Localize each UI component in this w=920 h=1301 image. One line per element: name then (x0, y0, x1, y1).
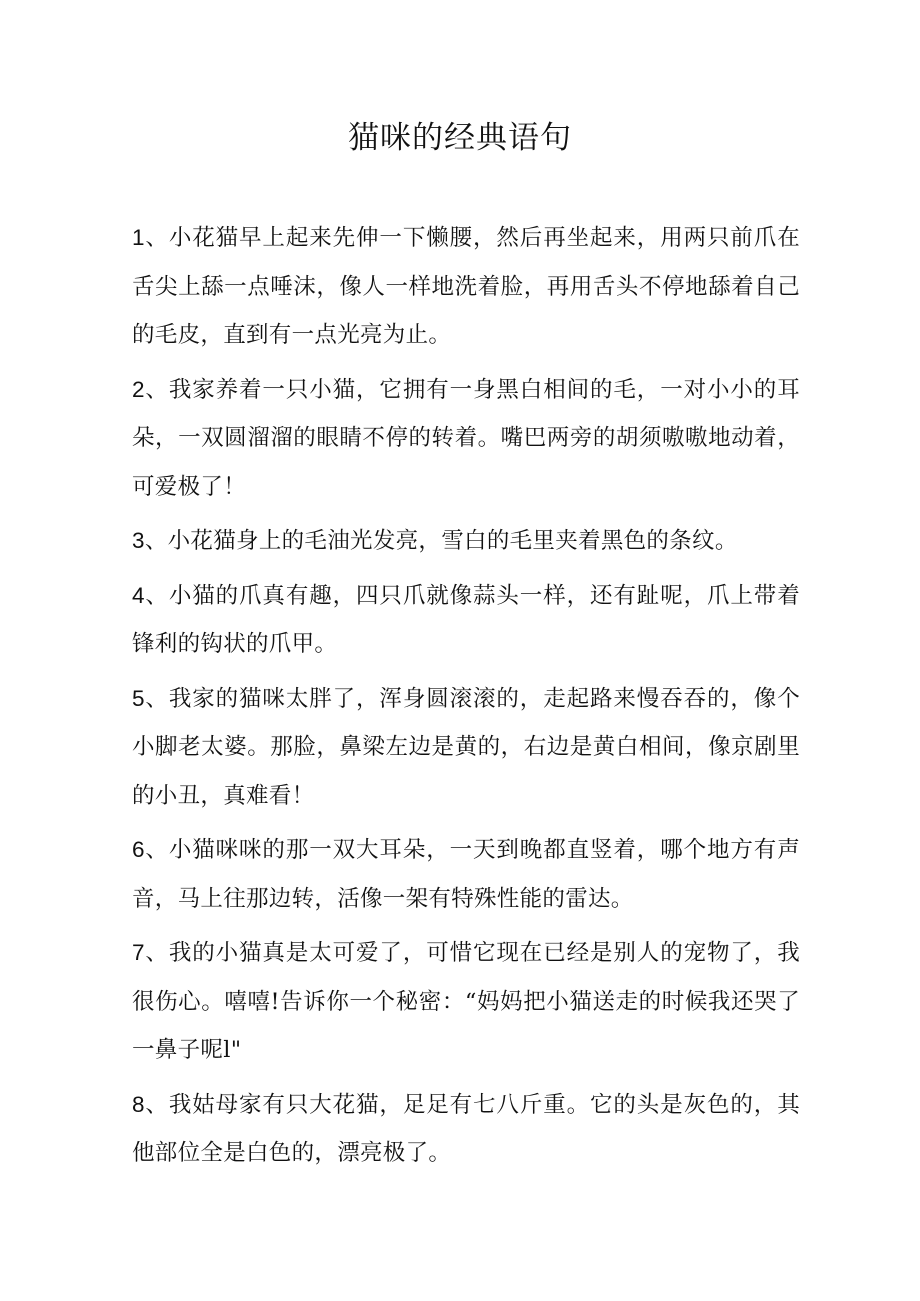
paragraph-text: 、我家养着一只小猫，它拥有一身黑白相间的毛，一对小小的耳朵，一双圆溜溜的眼睛不停的转着。嘴巴两旁的胡须嗷嗷地动着，可爱极了！ (132, 376, 800, 500)
paragraph-number: 1 (132, 225, 145, 250)
paragraph-number: 2 (132, 376, 145, 402)
paragraph-number: 5 (132, 685, 145, 711)
paragraph-2 (132, 366, 800, 512)
paragraph-text: 、小花猫早上起来先伸一下懒腰，然后再坐起来，用两只前爪在舌尖上舔一点唾沫，像人一样地洗着脸，再用舌头不停地舔着自己的毛皮，直到有一点光亮为止。 (132, 225, 800, 348)
paragraph-number: 7 (132, 940, 145, 965)
paragraph-8 (132, 1081, 800, 1178)
paragraph-text: 、小猫的爪真有趣，四只爪就像蒜头一样，还有趾呢，爪上带着锋利的钩状的爪甲。 (132, 582, 800, 657)
paragraph-4 (132, 572, 800, 669)
paragraph-text: 、小花猫身上的毛油光发亮，雪白的毛里夹着黑色的条纹。 (144, 528, 738, 554)
paragraph-text: 、我家的猫咪太胖了，浑身圆滚滚的，走起路来慢吞吞的，像个小脚老太婆。那脸，鼻梁左边是黄的，右边是黄白相间，像京剧里的小丑，真难看！ (132, 685, 800, 809)
document-body (132, 214, 800, 1184)
paragraph-number: 3 (132, 528, 145, 553)
paragraph-text: 、我姑母家有只大花猫，足足有七八斤重。它的头是灰色的，其他部位全是白色的，漂亮极了。 (132, 1091, 800, 1166)
paragraph-number: 4 (132, 582, 145, 608)
paragraph-7 (132, 929, 800, 1075)
paragraph-text: 、小猫咪咪的那一双大耳朵，一天到晚都直竖着，哪个地方有声音，马上往那边转，活像一架有特殊性能的雷达。 (132, 837, 800, 912)
paragraph-text: 、我的小猫真是太可爱了，可惜它现在已经是别人的宠物了，我很伤心。嘻嘻!告诉你一个秘密：“妈妈把小猫送走的时候我还哭了一鼻子呢l" (132, 940, 800, 1063)
paragraph-number: 8 (132, 1091, 145, 1117)
paragraph-5 (132, 675, 800, 821)
paragraph-6 (132, 826, 800, 923)
paragraph-3 (132, 517, 800, 566)
document-title: 猫咪的经典语句 (348, 120, 572, 156)
paragraph-1 (132, 214, 800, 360)
paragraph-number: 6 (132, 837, 145, 862)
